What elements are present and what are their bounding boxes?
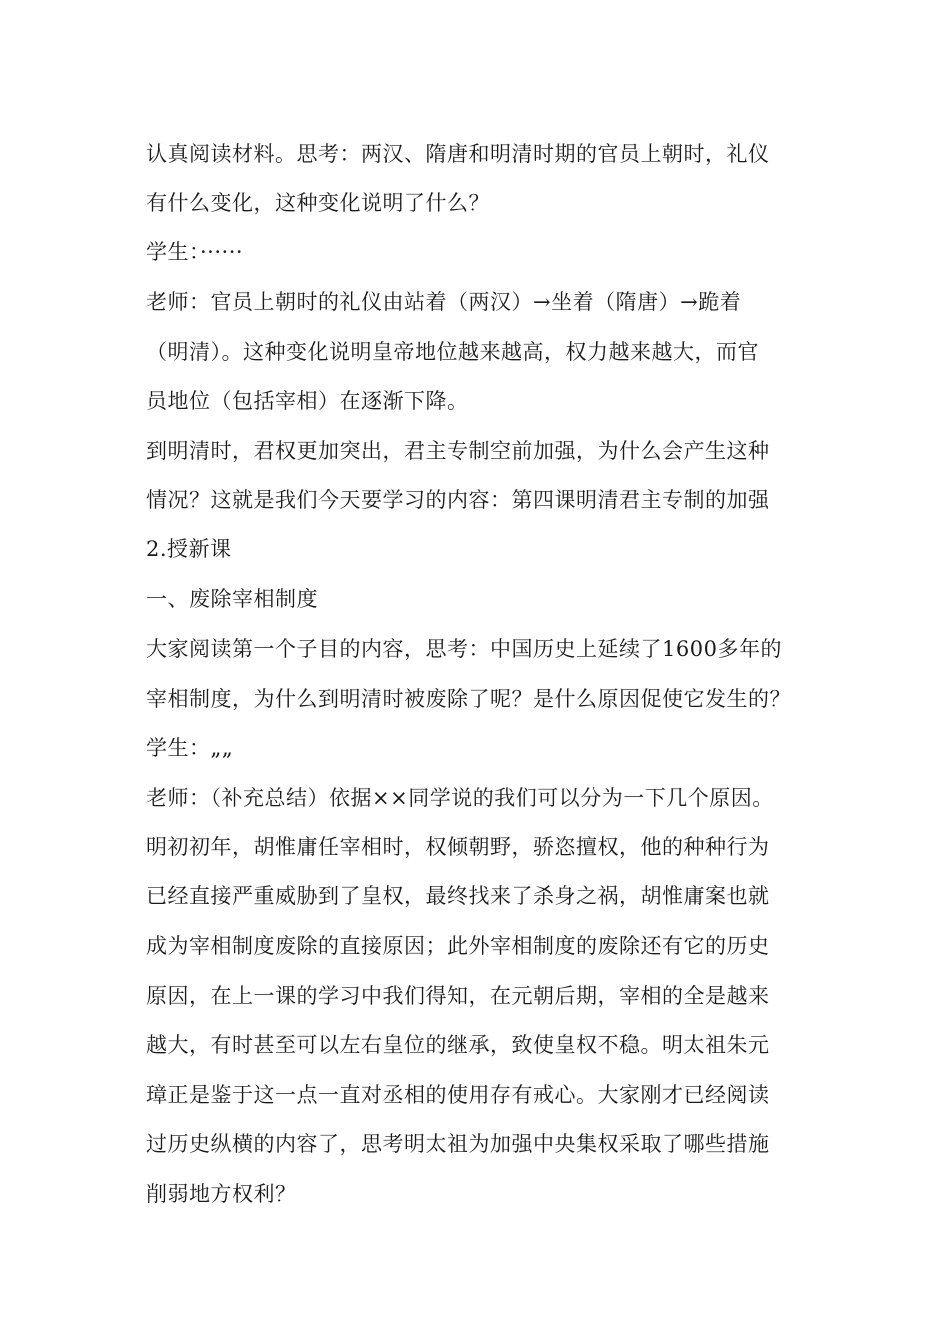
text-line: 情况？这就是我们今天要学习的内容：第四课明清君主专制的加强 xyxy=(146,488,770,512)
text-line: 明初初年，胡惟庸任宰相时，权倾朝野，骄恣擅权，他的种种行为 xyxy=(146,835,770,859)
text-line: 削弱地方权利？ xyxy=(146,1182,297,1206)
text-line: 越大，有时甚至可以左右皇位的继承，致使皇权不稳。明太祖朱元 xyxy=(146,1033,770,1057)
text-line: 原因，在上一课的学习中我们得知，在元朝后期，宰相的全是越来 xyxy=(146,984,770,1008)
text-line: 璋正是鉴于这一点一直对丞相的使用存有戒心。大家刚才已经阅读 xyxy=(146,1083,770,1107)
text-line: 宰相制度，为什么到明清时被废除了呢？是什么原因促使它发生的？ xyxy=(146,687,791,711)
text-line: 学生：······ xyxy=(146,240,244,264)
text-line: 成为宰相制度废除的直接原因；此外宰相制度的废除还有它的历史 xyxy=(146,934,770,958)
text-line: 有什么变化，这种变化说明了什么？ xyxy=(146,191,490,215)
text-line: 大家阅读第一个子目的内容，思考：中国历史上延续了1600多年的 xyxy=(146,637,782,661)
text-line: 认真阅读材料。思考：两汉、隋唐和明清时期的官员上朝时，礼仪 xyxy=(146,142,770,166)
text-line: 学生：„„ xyxy=(146,736,234,760)
text-line: 老师：官员上朝时的礼仪由站着（两汉）→坐着（隋唐）→跪着 xyxy=(146,290,742,314)
section-heading: 2.授新课 xyxy=(146,537,232,561)
section-heading: 一、废除宰相制度 xyxy=(146,587,318,611)
text-line: 到明清时，君权更加突出，君主专制空前加强，为什么会产生这种 xyxy=(146,439,770,463)
text-line: （明清）。这种变化说明皇帝地位越来越高，权力越来越大，而官 xyxy=(146,340,759,364)
text-line: 已经直接严重威胁到了皇权，最终找来了杀身之祸，胡惟庸案也就 xyxy=(146,884,770,908)
text-line: 老师：（补充总结）依据××同学说的我们可以分为一下几个原因。 xyxy=(146,786,774,810)
text-line: 过历史纵横的内容了，思考明太祖为加强中央集权采取了哪些措施 xyxy=(146,1132,770,1156)
text-line: 员地位（包括宰相）在逐渐下降。 xyxy=(146,389,469,413)
